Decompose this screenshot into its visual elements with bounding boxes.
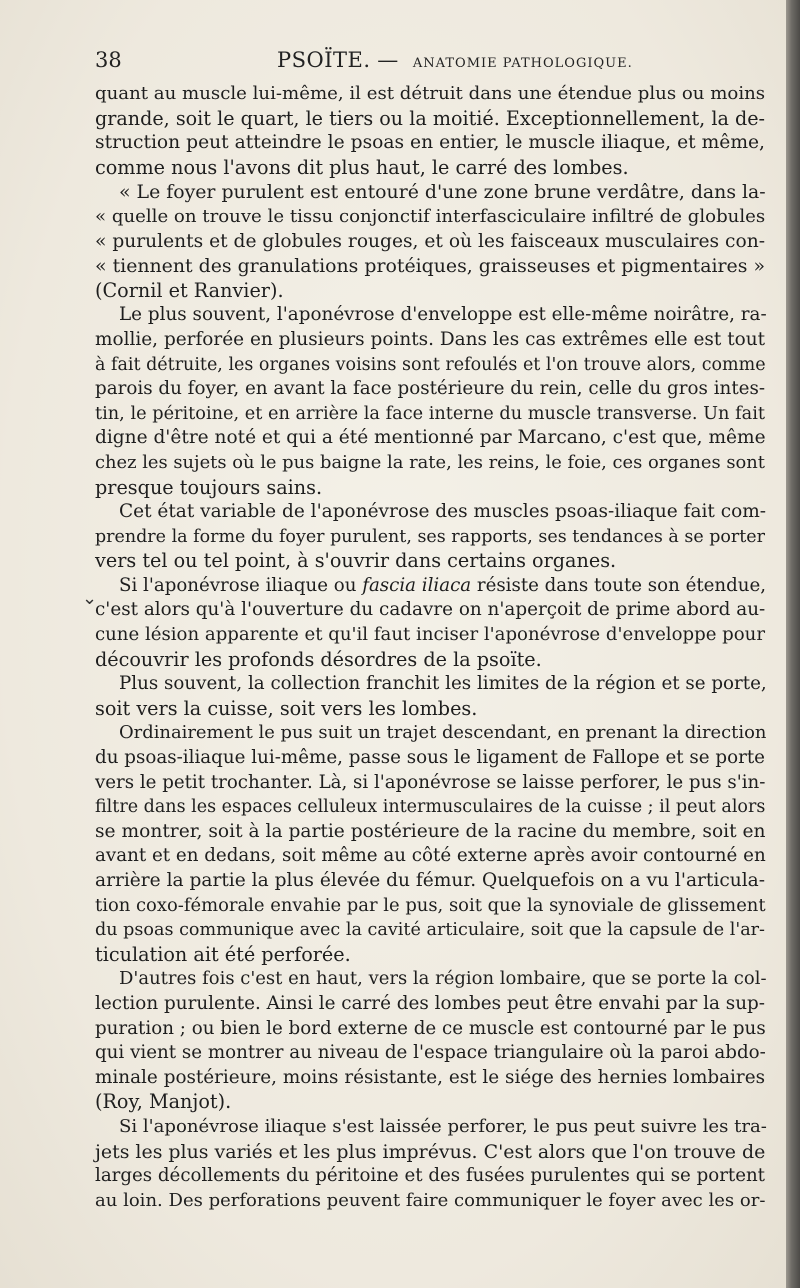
running-title (277, 48, 633, 72)
running-title-main: PSOÏTE. (277, 48, 371, 72)
text-line: Cet état variable de l'aponévrose des muscles psoas-iliaque fait com- (119, 501, 767, 523)
text-line: tin, le péritoine, et en arrière la face interne du muscle transverse. Un fait (95, 403, 765, 424)
text-line: avant et en dedans, soit même au côté externe après avoir contourné en (95, 845, 766, 867)
running-title-sub: ANATOMIE PATHOLOGIQUE. (412, 56, 633, 71)
text-line: c'est alors qu'à l'ouverture du cadavre on n'aperçoit de prime abord au- (95, 599, 766, 621)
text-line: jets les plus variés et les plus imprévus. C'est alors que l'on trouve de (95, 1140, 766, 1163)
body-text (95, 82, 765, 1213)
book-binding-edge (786, 0, 800, 1288)
text-line: au loin. Des perforations peuvent faire communiquer le foyer avec les or- (95, 1189, 766, 1211)
text-line: mollie, perforée en plusieurs points. Dans les cas extrêmes elle est tout (95, 328, 765, 350)
text-line: (Cornil et Ranvier). (95, 278, 284, 302)
text-line: cune lésion apparente et qu'il faut inciser l'aponévrose d'enveloppe pour (95, 624, 765, 646)
text-line: chez les sujets où le pus baigne la rate, les reins, le foie, ces organes sont (95, 451, 765, 473)
text-line: prendre la forme du foyer purulent, ses rapports, ses tendances à se porter (95, 526, 765, 547)
text-line: du psoas communique avec la cavité articulaire, soit que la capsule de l'ar- (95, 920, 765, 941)
text-line: larges décollements du péritoine et des fusées purulentes qui se portent (95, 1165, 765, 1187)
italic-term: fascia iliaca (362, 574, 472, 596)
page-header (95, 44, 765, 76)
text-line: Si l'aponévrose iliaque s'est laissée perforer, le pus peut suivre les tra- (119, 1115, 767, 1137)
text-line: arrière la partie la plus élevée du fémur. Quelquefois on a vu l'articula- (95, 870, 765, 891)
text-line: ticulation ait été perforée. (95, 942, 351, 966)
text-line: du psoas-iliaque lui-même, passe sous le ligament de Fallope et se porte (95, 747, 765, 769)
text-line: filtre dans les espaces celluleux intermusculaires de la cuisse ; il peut alors (95, 797, 766, 818)
text-line: tion coxo-fémorale envahie par le pus, soit que la synoviale de glissement (95, 894, 766, 916)
text-line: à fait détruite, les organes voisins sont refoulés et l'on trouve alors, comme (95, 354, 766, 375)
text-line: « purulents et de globules rouges, et où les faisceaux musculaires con- (95, 230, 765, 252)
text-line: (Roy, Manjot). (95, 1090, 232, 1114)
text-line: « Le foyer purulent est entouré d'une zone brune verdâtre, dans la- (119, 181, 766, 204)
text-line: presque toujours sains. (95, 475, 323, 499)
text-line: D'autres fois c'est en haut, vers la région lombaire, que se porte la col- (119, 968, 767, 990)
text-line: Ordinairement le pus suit un trajet descendant, en prenant la direction (119, 722, 767, 744)
text-line: parois du foyer, en avant la face postérieure du rein, celle du gros intes- (95, 378, 766, 400)
text-line: qui vient se montrer au niveau de l'espace triangulaire où la paroi abdo- (95, 1042, 766, 1064)
text-line: digne d'être noté et qui a été mentionné par Marcano, c'est que, même (95, 427, 766, 449)
text-line: « quelle on trouve le tissu conjonctif interfasciculaire infiltré de globules (95, 205, 766, 227)
text-line: découvrir les profonds désordres de la psoïte. (95, 647, 542, 671)
text-line: minale postérieure, moins résistante, est le siége des hernies lombaires (95, 1066, 765, 1088)
page-number: 38 (95, 48, 122, 72)
text-line: lection purulente. Ainsi le carré des lombes peut être envahi par la sup- (95, 992, 765, 1014)
text-segment: Si l'aponévrose iliaque ou (119, 574, 363, 596)
text-line (95, 574, 765, 599)
text-segment: résiste dans toute son étendue, (471, 574, 767, 596)
text-line: se montrer, soit à la partie postérieure de la racine du membre, soit en (95, 820, 766, 842)
margin-annotation-mark: ⌄ (82, 588, 98, 609)
text-line: quant au muscle lui-même, il est détruit dans une étendue plus ou moins (95, 83, 766, 104)
text-line: soit vers la cuisse, soit vers les lombes. (95, 696, 478, 720)
text-line: « tiennent des granulations protéiques, graisseuses et pigmentaires » (95, 255, 765, 278)
text-line: Le plus souvent, l'aponévrose d'enveloppe est elle-même noirâtre, ra- (119, 304, 767, 326)
text-line: vers le petit trochanter. Là, si l'aponévrose se laisse perforer, le pus s'in- (95, 771, 766, 793)
text-line: Plus souvent, la collection franchit les limites de la région et se porte, (119, 673, 767, 695)
text-line: vers tel ou tel point, à s'ouvrir dans certains organes. (95, 549, 617, 573)
running-title-separator: — (377, 48, 399, 72)
text-line: comme nous l'avons dit plus haut, le carré des lombes. (95, 155, 629, 179)
text-line: puration ; ou bien le bord externe de ce muscle est contourné par le pus (95, 1017, 766, 1039)
text-line: grande, soit le quart, le tiers ou la moitié. Exceptionnellement, la de- (95, 106, 765, 130)
text-line: struction peut atteindre le psoas en entier, le muscle iliaque, et même, (95, 132, 765, 154)
